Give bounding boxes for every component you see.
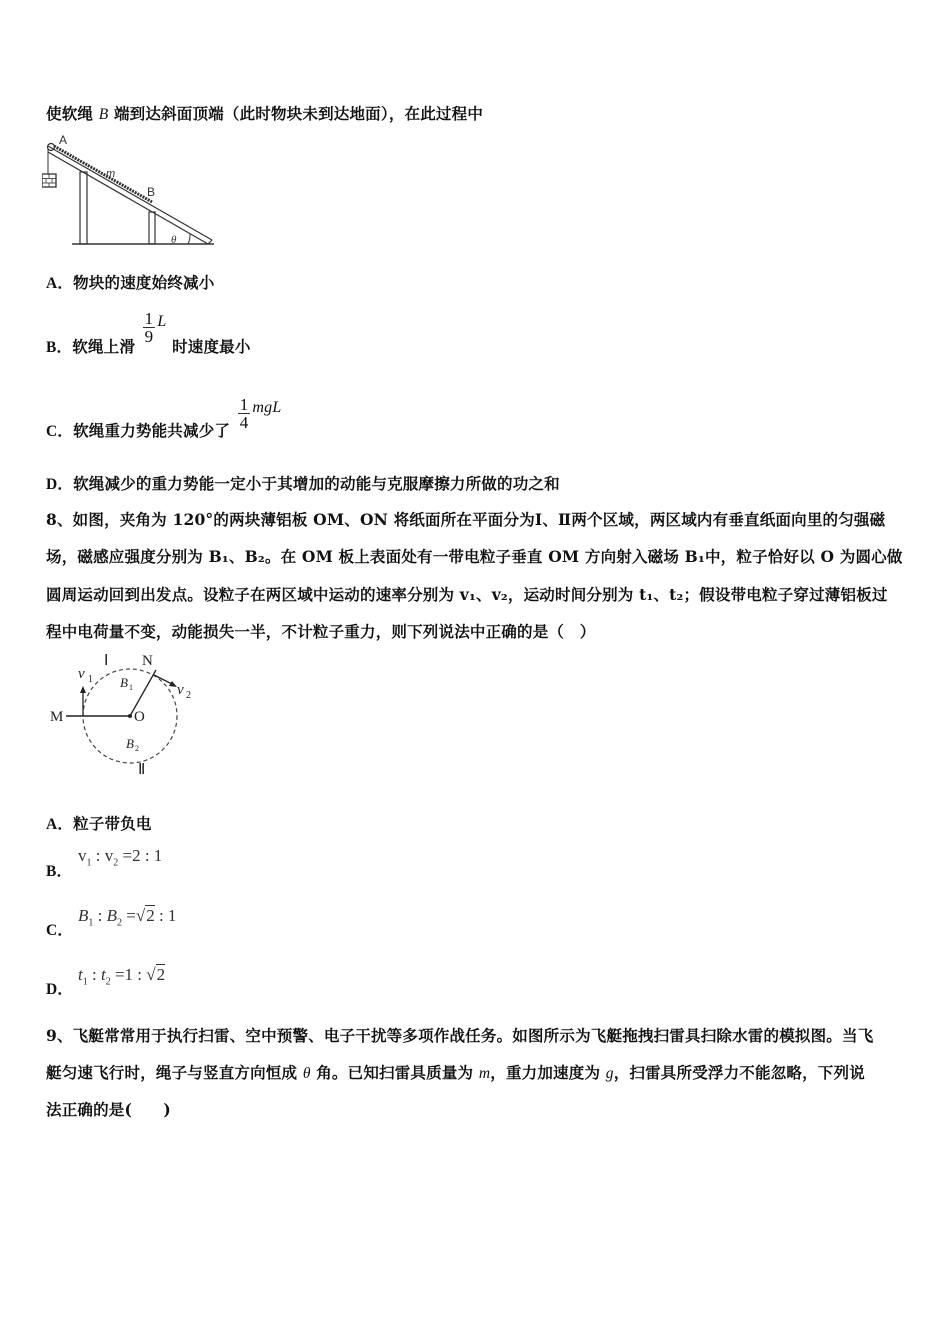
fraction-1-9 xyxy=(143,310,156,345)
label-A: A xyxy=(59,133,68,147)
q8-option-a[interactable] xyxy=(46,812,152,834)
label-region-I: Ⅰ xyxy=(104,653,109,669)
q8-option-d[interactable] xyxy=(46,977,73,999)
q8-stem-line-3: 圆周运动回到出发点。设粒子在两区域中运动的速率分别为 v₁、v₂，运动时间分别为 t₁、t₂；假设带电粒子穿过薄铝板过 xyxy=(46,585,888,604)
text: ，重力加速度为 xyxy=(490,1063,606,1082)
option-text: 物块的速度始终减小 xyxy=(73,273,215,292)
var-B: B xyxy=(98,106,109,123)
q7-option-c[interactable] xyxy=(46,392,282,440)
label-v2-sub: 2 xyxy=(186,690,191,701)
q7-stem-text: 使软绳 xyxy=(46,104,99,123)
label-O: O xyxy=(134,709,145,725)
option-text: 软绳上滑 xyxy=(72,336,141,356)
label-v1-sub: 1 xyxy=(88,674,93,685)
q8-option-b[interactable] xyxy=(46,859,72,881)
q8-option-d-equation: $t_1$ : $t_2 =1$ : √2 xyxy=(78,965,166,988)
option-label: B． xyxy=(46,338,73,356)
label-v2: v xyxy=(177,682,184,698)
option-text: 软绳减少的重力势能一定小于其增加的动能与克服摩擦力所做的功之和 xyxy=(73,474,560,493)
q8-stem-line-4: 程中电荷量不变，动能损失一半，不计粒子重力，则下列说法中正确的是（ ） xyxy=(46,622,596,641)
q8-option-b-equation: $v_1$ : $v_2 =2$ : 1 xyxy=(78,846,163,869)
expr-mgL: mgL xyxy=(252,398,282,416)
q7-stem-line xyxy=(46,102,483,124)
text: 角。已知扫雷具质量为 xyxy=(310,1063,479,1082)
q9-stem-line-3: 法正确的是( ) xyxy=(46,1100,171,1119)
label-m: m xyxy=(106,168,116,180)
var-t1: t xyxy=(78,965,83,984)
incline-diagram xyxy=(42,132,222,250)
var-B2: B xyxy=(106,906,118,925)
fraction-1-4 xyxy=(238,396,251,431)
sub: 2 xyxy=(105,976,111,988)
q9-stem-line-2 xyxy=(46,1061,865,1083)
sub: 2 xyxy=(117,917,123,929)
incline-figure xyxy=(42,132,222,250)
label-B: B xyxy=(147,185,156,199)
sub: 2 xyxy=(113,857,119,869)
q7-option-d[interactable] xyxy=(46,472,560,494)
sqrt-value: 2 xyxy=(146,906,155,925)
sqrt-value: 2 xyxy=(156,965,166,984)
q7-option-b[interactable] xyxy=(46,306,251,356)
label-B1-sub: 1 xyxy=(129,683,133,692)
option-label: D． xyxy=(46,476,74,493)
option-label: D． xyxy=(46,981,74,998)
option-label: A． xyxy=(46,275,74,292)
q8-stem-line-1: 8、如图，夹角为 120°的两块薄铝板 OM、ON 将纸面所在平面分为Ⅰ、Ⅱ两个区域，两区域内有垂直纸面向里的匀强磁 xyxy=(46,510,886,529)
circle-diagram xyxy=(46,650,206,780)
magnetic-field-figure xyxy=(46,650,206,780)
var-v2: v xyxy=(104,846,114,865)
sub: 1 xyxy=(86,857,92,869)
option-text-2: 时速度最小 xyxy=(166,336,251,356)
q9-stem-line-1: 9、飞艇常常用于执行扫雷、空中预警、电子干扰等多项作战任务。如图所示为飞艇拖拽扫雷具扫除水雷的模拟图。当飞 xyxy=(46,1026,874,1045)
q7-option-a[interactable] xyxy=(46,271,214,293)
q8-option-c-equation: $B_1$ : $B_2 =√2$ : 1 xyxy=(78,906,177,929)
label-N: N xyxy=(142,653,153,669)
q8-stem-line-2: 场，磁感应强度分别为 B₁、B₂。在 OM 板上表面处有一带电粒子垂直 OM 方向射入磁场 B₁中，粒子恰好以 O 为圆心做 xyxy=(46,547,903,566)
q8-option-c[interactable] xyxy=(46,918,73,940)
label-M: M xyxy=(50,709,64,725)
label-v1: v xyxy=(78,666,85,682)
frac-num: 1 xyxy=(144,309,154,328)
option-label: A． xyxy=(46,816,74,833)
label-theta: θ xyxy=(171,234,177,246)
text: ，扫雷具所受浮力不能忽略，下列说 xyxy=(613,1063,865,1082)
option-label: C． xyxy=(46,422,74,440)
ratio-tail: : 1 xyxy=(154,906,177,925)
equals: = xyxy=(126,906,136,925)
label-B2-sub: 2 xyxy=(135,744,139,753)
option-label: C． xyxy=(46,922,74,939)
option-label: B． xyxy=(46,863,73,880)
var-m: m xyxy=(478,1065,491,1082)
var-t2: t xyxy=(100,965,106,984)
option-text: 粒子带负电 xyxy=(73,814,152,833)
var-L: L xyxy=(157,312,167,330)
q7-stem-text-2: 端到达斜面顶端（此时物块未到达地面），在此过程中 xyxy=(108,104,484,123)
label-B2: B xyxy=(126,736,134,751)
ratio-value: =2 : 1 xyxy=(122,846,163,865)
var-g: g xyxy=(605,1065,614,1082)
var-v1: v xyxy=(78,846,87,865)
ratio-head: =1 : xyxy=(114,965,147,984)
frac-num: 1 xyxy=(239,395,249,414)
sub: 1 xyxy=(82,976,88,988)
frac-den: 9 xyxy=(144,327,154,346)
text: 艇匀速飞行时，绳子与竖直方向恒成 xyxy=(46,1063,303,1082)
var-theta: θ xyxy=(302,1065,311,1082)
option-text: 软绳重力势能共减少了 xyxy=(73,420,236,440)
sub: 1 xyxy=(88,917,94,929)
frac-den: 4 xyxy=(239,413,249,432)
var-B1: B xyxy=(78,906,89,925)
label-region-II: Ⅱ xyxy=(138,762,146,778)
label-B1: B xyxy=(120,675,128,690)
